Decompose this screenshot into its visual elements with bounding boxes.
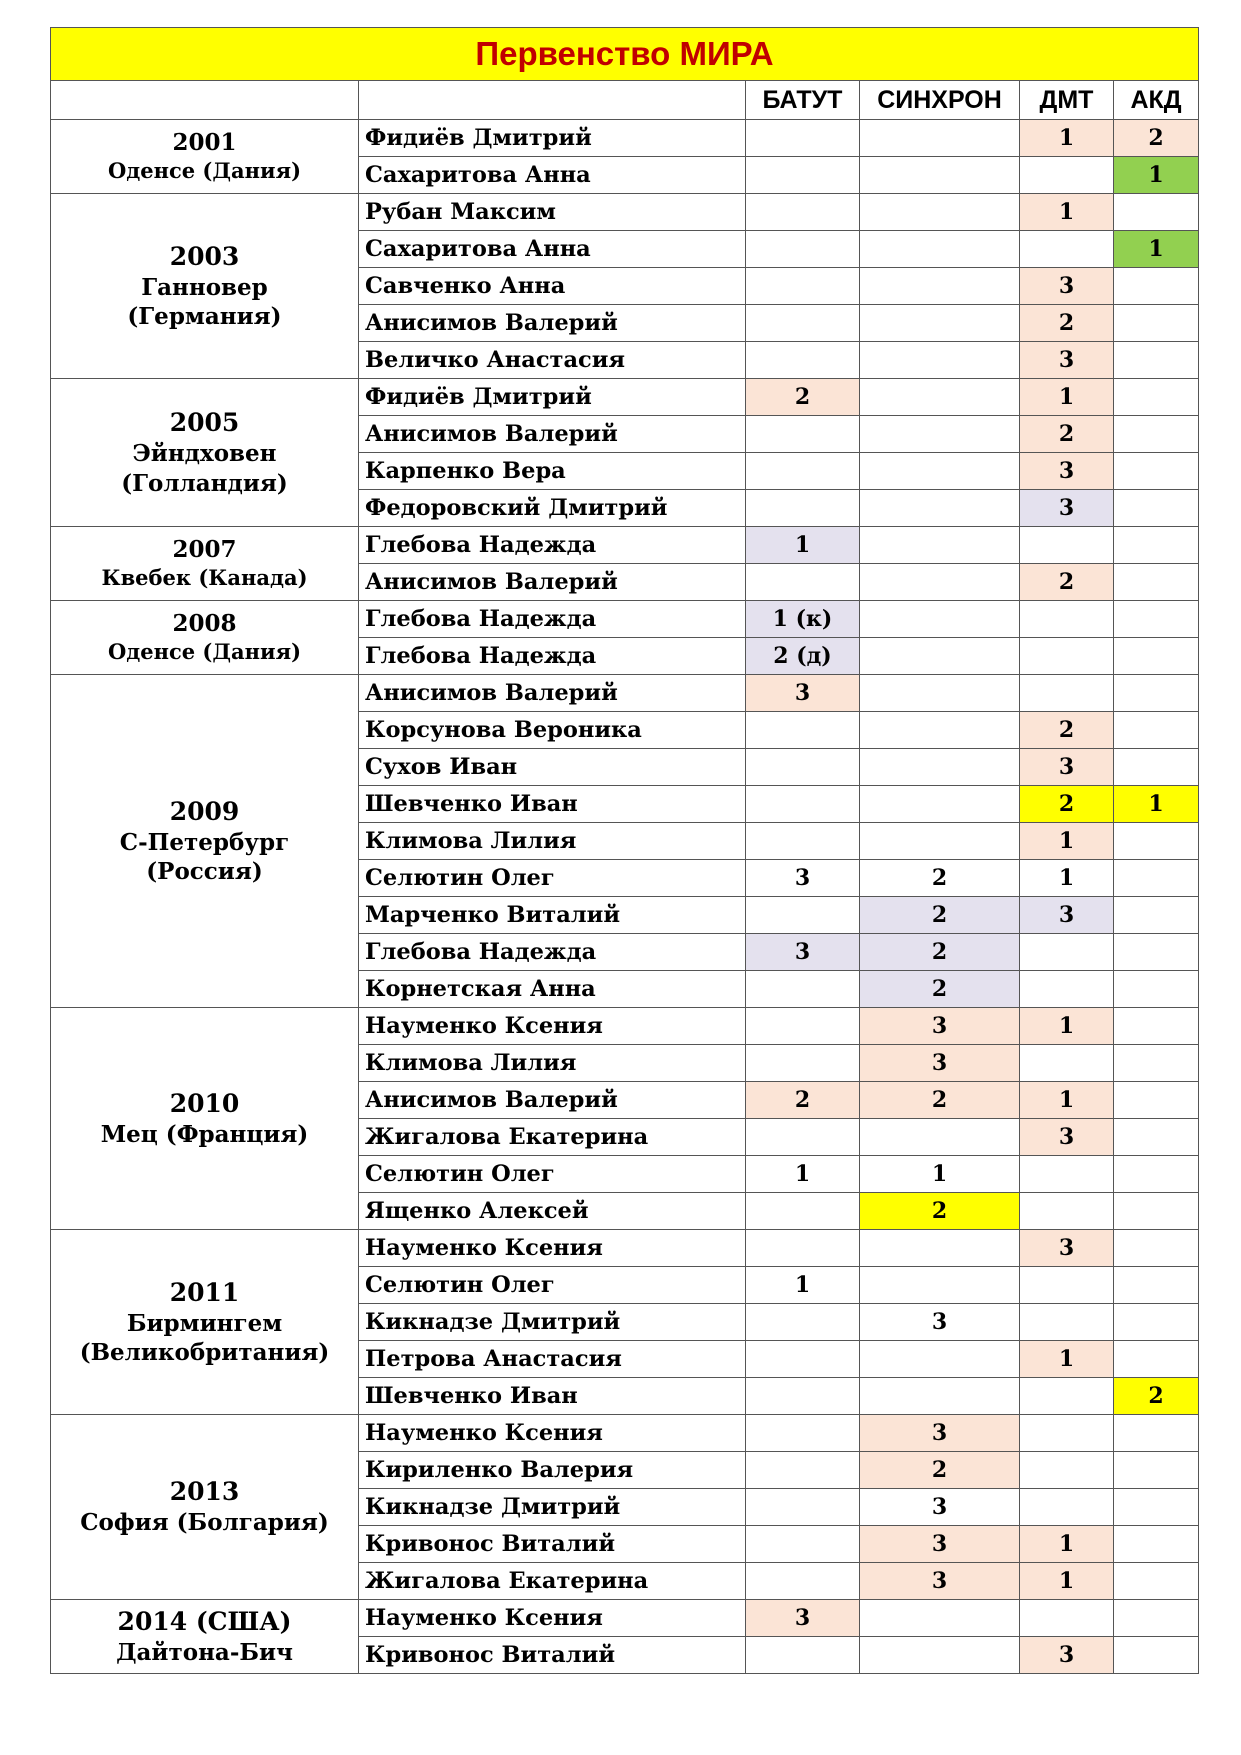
athlete-name: Климова Лилия	[359, 823, 746, 860]
result-dmt: 2	[1020, 416, 1114, 453]
result-dmt	[1020, 638, 1114, 675]
athlete-name: Савченко Анна	[359, 268, 746, 305]
result-sinkhron	[860, 453, 1020, 490]
page-title: Первенство МИРА	[51, 28, 1199, 81]
event-year: 2013	[169, 1477, 240, 1507]
result-batut: 3	[746, 1600, 860, 1637]
result-batut	[746, 823, 860, 860]
result-akd	[1114, 1600, 1199, 1637]
athlete-name: Анисимов Валерий	[359, 305, 746, 342]
result-batut	[746, 1378, 860, 1415]
result-sinkhron	[860, 749, 1020, 786]
result-batut	[746, 1045, 860, 1082]
result-sinkhron	[860, 1119, 1020, 1156]
result-akd	[1114, 749, 1199, 786]
result-dmt: 1	[1020, 120, 1114, 157]
result-sinkhron	[860, 1378, 1020, 1415]
results-table	[50, 27, 1199, 1674]
event-cell	[51, 1230, 359, 1415]
result-akd	[1114, 1156, 1199, 1193]
result-batut: 3	[746, 860, 860, 897]
result-dmt: 3	[1020, 1230, 1114, 1267]
athlete-name: Марченко Виталий	[359, 897, 746, 934]
result-dmt: 2	[1020, 786, 1114, 823]
result-batut: 2	[746, 1082, 860, 1119]
result-akd	[1114, 712, 1199, 749]
result-akd: 2	[1114, 1378, 1199, 1415]
result-sinkhron	[860, 823, 1020, 860]
result-sinkhron: 3	[860, 1526, 1020, 1563]
event-location: Ганновер	[141, 273, 268, 301]
event-location: Квебек (Канада)	[101, 564, 308, 590]
result-dmt: 2	[1020, 305, 1114, 342]
athlete-name: Кривонос Виталий	[359, 1637, 746, 1674]
athlete-name: Фидиёв Дмитрий	[359, 379, 746, 416]
athlete-name: Анисимов Валерий	[359, 416, 746, 453]
result-batut: 1	[746, 527, 860, 564]
athlete-name: Шевченко Иван	[359, 1378, 746, 1415]
result-akd	[1114, 638, 1199, 675]
result-dmt: 1	[1020, 1008, 1114, 1045]
table-row	[51, 379, 1199, 416]
header-row	[51, 81, 1199, 120]
result-batut	[746, 749, 860, 786]
result-akd: 1	[1114, 157, 1199, 194]
athlete-name: Кикнадзе Дмитрий	[359, 1489, 746, 1526]
result-akd	[1114, 1563, 1199, 1600]
result-akd	[1114, 934, 1199, 971]
table-row	[51, 1230, 1199, 1267]
result-akd: 2	[1114, 120, 1199, 157]
event-location: Эйндховен	[132, 440, 277, 468]
event-location: (Россия)	[146, 858, 263, 885]
athlete-name: Кириленко Валерия	[359, 1452, 746, 1489]
result-sinkhron	[860, 675, 1020, 712]
event-location: Оденсе (Дания)	[107, 157, 302, 183]
event-location: (Голландия)	[121, 469, 288, 497]
result-sinkhron	[860, 194, 1020, 231]
result-sinkhron	[860, 268, 1020, 305]
result-sinkhron	[860, 231, 1020, 268]
result-dmt	[1020, 934, 1114, 971]
result-akd	[1114, 860, 1199, 897]
event-location: (Великобритания)	[79, 1339, 330, 1366]
result-dmt: 1	[1020, 823, 1114, 860]
header-sinkhron: СИНХРОН	[860, 81, 1020, 120]
result-batut	[746, 194, 860, 231]
athlete-name: Корнетская Анна	[359, 971, 746, 1008]
result-sinkhron	[860, 1230, 1020, 1267]
result-akd	[1114, 1526, 1199, 1563]
athlete-name: Жигалова Екатерина	[359, 1563, 746, 1600]
event-cell	[51, 1008, 359, 1230]
result-sinkhron	[860, 305, 1020, 342]
result-akd	[1114, 1415, 1199, 1452]
athlete-name: Федоровский Дмитрий	[359, 490, 746, 527]
athlete-name: Кикнадзе Дмитрий	[359, 1304, 746, 1341]
athlete-name: Сухов Иван	[359, 749, 746, 786]
result-dmt: 3	[1020, 1119, 1114, 1156]
result-batut	[746, 1341, 860, 1378]
result-dmt	[1020, 231, 1114, 268]
result-dmt: 3	[1020, 268, 1114, 305]
result-batut	[746, 416, 860, 453]
result-akd	[1114, 268, 1199, 305]
event-year: 2007	[172, 536, 237, 564]
result-batut	[746, 305, 860, 342]
result-dmt	[1020, 601, 1114, 638]
result-sinkhron	[860, 157, 1020, 194]
result-sinkhron: 3	[860, 1415, 1020, 1452]
result-sinkhron	[860, 379, 1020, 416]
result-batut	[746, 1230, 860, 1267]
result-dmt: 1	[1020, 379, 1114, 416]
event-cell	[51, 1415, 359, 1600]
event-location: София (Болгария)	[80, 1509, 329, 1537]
athlete-name: Глебова Надежда	[359, 601, 746, 638]
result-sinkhron	[860, 527, 1020, 564]
athlete-name: Фидиёв Дмитрий	[359, 120, 746, 157]
athlete-name: Науменко Ксения	[359, 1230, 746, 1267]
result-batut	[746, 1563, 860, 1600]
result-sinkhron	[860, 564, 1020, 601]
result-sinkhron: 2	[860, 860, 1020, 897]
result-batut	[746, 1415, 860, 1452]
result-akd	[1114, 1008, 1199, 1045]
result-dmt	[1020, 1156, 1114, 1193]
header-akd: АКД	[1114, 81, 1199, 120]
athlete-name: Анисимов Валерий	[359, 675, 746, 712]
result-dmt	[1020, 1489, 1114, 1526]
athlete-name: Сахаритова Анна	[359, 231, 746, 268]
result-akd	[1114, 675, 1199, 712]
result-batut: 1	[746, 1156, 860, 1193]
result-dmt	[1020, 1193, 1114, 1230]
event-cell	[51, 194, 359, 379]
result-batut	[746, 1008, 860, 1045]
event-cell	[51, 379, 359, 527]
result-sinkhron: 3	[860, 1008, 1020, 1045]
result-akd	[1114, 1267, 1199, 1304]
header-dmt: ДМТ	[1020, 81, 1114, 120]
result-sinkhron	[860, 342, 1020, 379]
result-dmt: 3	[1020, 490, 1114, 527]
result-sinkhron: 3	[860, 1304, 1020, 1341]
result-batut	[746, 120, 860, 157]
result-dmt	[1020, 1415, 1114, 1452]
result-akd	[1114, 1193, 1199, 1230]
result-dmt: 1	[1020, 1341, 1114, 1378]
result-batut: 2	[746, 379, 860, 416]
athlete-name: Климова Лилия	[359, 1045, 746, 1082]
result-akd: 1	[1114, 786, 1199, 823]
header-empty-name	[359, 81, 746, 120]
result-akd	[1114, 305, 1199, 342]
result-sinkhron	[860, 1341, 1020, 1378]
result-akd	[1114, 601, 1199, 638]
event-year: 2003	[169, 241, 240, 271]
result-dmt: 1	[1020, 860, 1114, 897]
result-akd	[1114, 527, 1199, 564]
event-year: 2001	[172, 129, 237, 157]
result-batut	[746, 786, 860, 823]
athlete-name: Анисимов Валерий	[359, 1082, 746, 1119]
result-akd	[1114, 1341, 1199, 1378]
result-akd: 1	[1114, 231, 1199, 268]
result-batut	[746, 231, 860, 268]
table-row	[51, 120, 1199, 157]
result-akd	[1114, 1045, 1199, 1082]
result-dmt: 3	[1020, 749, 1114, 786]
athlete-name: Глебова Надежда	[359, 934, 746, 971]
event-cell	[51, 601, 359, 675]
event-cell	[51, 527, 359, 601]
result-batut	[746, 1526, 860, 1563]
result-batut	[746, 453, 860, 490]
result-akd	[1114, 453, 1199, 490]
athlete-name: Науменко Ксения	[359, 1008, 746, 1045]
result-dmt: 2	[1020, 712, 1114, 749]
athlete-name: Селютин Олег	[359, 1267, 746, 1304]
athlete-name: Величко Анастасия	[359, 342, 746, 379]
event-year: 2009	[169, 796, 240, 826]
event-location: Оденсе (Дания)	[107, 638, 302, 664]
result-sinkhron	[860, 490, 1020, 527]
athlete-name: Сахаритова Анна	[359, 157, 746, 194]
athlete-name: Шевченко Иван	[359, 786, 746, 823]
result-sinkhron: 3	[860, 1489, 1020, 1526]
result-batut	[746, 157, 860, 194]
event-cell	[51, 1600, 359, 1674]
title-row	[51, 28, 1199, 81]
result-dmt: 3	[1020, 342, 1114, 379]
result-batut	[746, 712, 860, 749]
result-dmt: 1	[1020, 1563, 1114, 1600]
result-akd	[1114, 823, 1199, 860]
result-sinkhron: 3	[860, 1045, 1020, 1082]
result-batut	[746, 971, 860, 1008]
result-sinkhron: 2	[860, 1082, 1020, 1119]
results-table-body	[51, 28, 1199, 1674]
result-dmt: 1	[1020, 1082, 1114, 1119]
result-sinkhron	[860, 601, 1020, 638]
result-batut	[746, 897, 860, 934]
result-sinkhron	[860, 120, 1020, 157]
result-batut	[746, 1304, 860, 1341]
result-dmt: 1	[1020, 194, 1114, 231]
result-akd	[1114, 490, 1199, 527]
result-sinkhron	[860, 638, 1020, 675]
result-batut	[746, 268, 860, 305]
result-akd	[1114, 194, 1199, 231]
athlete-name: Карпенко Вера	[359, 453, 746, 490]
event-year: 2005	[169, 408, 240, 438]
event-cell	[51, 675, 359, 1008]
athlete-name: Науменко Ксения	[359, 1415, 746, 1452]
result-sinkhron	[860, 712, 1020, 749]
event-year: 2014 (США)	[117, 1606, 292, 1636]
result-sinkhron: 2	[860, 1193, 1020, 1230]
event-location: Бирмингем	[126, 1309, 283, 1337]
result-sinkhron	[860, 416, 1020, 453]
result-sinkhron: 3	[860, 1563, 1020, 1600]
result-akd	[1114, 1119, 1199, 1156]
event-location: Мец (Франция)	[100, 1120, 309, 1148]
athlete-name: Глебова Надежда	[359, 638, 746, 675]
result-akd	[1114, 1452, 1199, 1489]
result-akd	[1114, 564, 1199, 601]
athlete-name: Селютин Олег	[359, 1156, 746, 1193]
athlete-name: Глебова Надежда	[359, 527, 746, 564]
result-dmt: 2	[1020, 564, 1114, 601]
result-batut: 1 (к)	[746, 601, 860, 638]
event-cell	[51, 120, 359, 194]
table-row	[51, 1415, 1199, 1452]
result-dmt	[1020, 1045, 1114, 1082]
result-akd	[1114, 1304, 1199, 1341]
result-akd	[1114, 416, 1199, 453]
result-akd	[1114, 1489, 1199, 1526]
event-year: 2008	[172, 610, 237, 638]
result-sinkhron	[860, 1637, 1020, 1674]
athlete-name: Корсунова Вероника	[359, 712, 746, 749]
result-batut	[746, 490, 860, 527]
event-location: (Германия)	[127, 303, 282, 330]
result-dmt	[1020, 157, 1114, 194]
event-location: С-Петербург	[119, 828, 290, 856]
header-batut: БАТУТ	[746, 81, 860, 120]
result-sinkhron: 2	[860, 971, 1020, 1008]
table-row	[51, 1600, 1199, 1637]
table-row	[51, 675, 1199, 712]
result-dmt	[1020, 1452, 1114, 1489]
athlete-name: Петрова Анастасия	[359, 1341, 746, 1378]
result-dmt	[1020, 675, 1114, 712]
table-row	[51, 601, 1199, 638]
result-akd	[1114, 1082, 1199, 1119]
result-sinkhron: 2	[860, 934, 1020, 971]
result-dmt	[1020, 1267, 1114, 1304]
result-sinkhron	[860, 1267, 1020, 1304]
athlete-name: Селютин Олег	[359, 860, 746, 897]
result-batut	[746, 342, 860, 379]
result-batut: 1	[746, 1267, 860, 1304]
result-dmt: 3	[1020, 1637, 1114, 1674]
result-dmt	[1020, 1600, 1114, 1637]
result-batut: 2 (д)	[746, 638, 860, 675]
result-dmt: 1	[1020, 1526, 1114, 1563]
result-batut: 3	[746, 675, 860, 712]
event-year: 2011	[169, 1277, 240, 1307]
athlete-name: Кривонос Виталий	[359, 1526, 746, 1563]
table-row	[51, 194, 1199, 231]
result-sinkhron: 1	[860, 1156, 1020, 1193]
table-row	[51, 1008, 1199, 1045]
result-batut	[746, 1637, 860, 1674]
result-dmt	[1020, 1378, 1114, 1415]
result-sinkhron: 2	[860, 1452, 1020, 1489]
header-empty-event	[51, 81, 359, 120]
result-akd	[1114, 1230, 1199, 1267]
result-batut	[746, 1452, 860, 1489]
event-year: 2010	[169, 1088, 240, 1118]
result-dmt	[1020, 527, 1114, 564]
athlete-name: Рубан Максим	[359, 194, 746, 231]
result-akd	[1114, 1637, 1199, 1674]
result-akd	[1114, 379, 1199, 416]
result-batut	[746, 564, 860, 601]
athlete-name: Жигалова Екатерина	[359, 1119, 746, 1156]
result-sinkhron	[860, 1600, 1020, 1637]
result-sinkhron	[860, 786, 1020, 823]
result-dmt: 3	[1020, 897, 1114, 934]
result-batut	[746, 1489, 860, 1526]
result-akd	[1114, 342, 1199, 379]
result-akd	[1114, 971, 1199, 1008]
athlete-name: Ященко Алексей	[359, 1193, 746, 1230]
result-sinkhron: 2	[860, 897, 1020, 934]
result-akd	[1114, 897, 1199, 934]
result-batut: 3	[746, 934, 860, 971]
table-row	[51, 527, 1199, 564]
result-batut	[746, 1193, 860, 1230]
athlete-name: Анисимов Валерий	[359, 564, 746, 601]
result-dmt: 3	[1020, 453, 1114, 490]
result-dmt	[1020, 1304, 1114, 1341]
event-location: Дайтона-Бич	[116, 1638, 293, 1666]
athlete-name: Науменко Ксения	[359, 1600, 746, 1637]
result-batut	[746, 1119, 860, 1156]
result-dmt	[1020, 971, 1114, 1008]
